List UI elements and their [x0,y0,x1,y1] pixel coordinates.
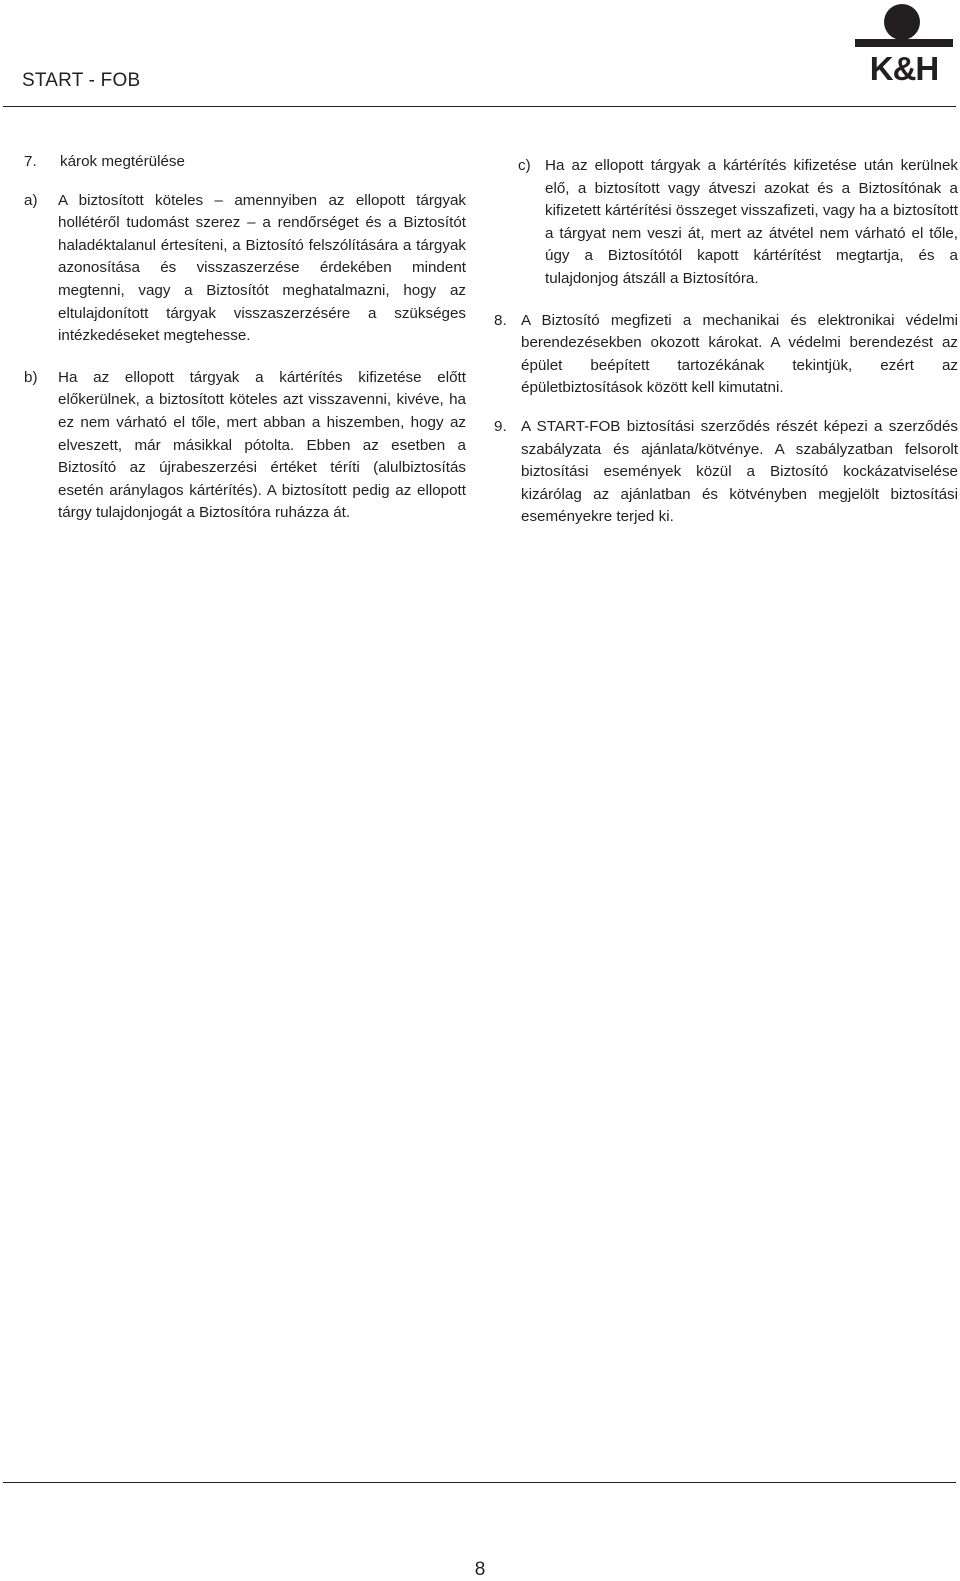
section-9 [494,416,958,529]
section-7c-label: c) [518,157,531,174]
section-7a-text: A biztosított köteles – amennyiben az ellopott tárgyak hollétéről tudomást szerez – a rendőrséget és a Biztosítót haladéktalanul értesíteni, a Biztosító felszólítására a tárgyak azonosítása és visszaszerzése érdekében mindent megtenni, vagy a Biztosítót meghatalmazni, hogy az eltulajdonított tárgyak visszaszerzésére a szükséges intézkedéseket megtehesse. [58,191,466,345]
page-number: 8 [474,1559,486,1580]
section-7b-text: Ha az ellopott tárgyak a kártérítés kifizetése előtt előkerülnek, a biztosított köteles azt visszavenni, kivéve, ha ez nem várható el tőle, mert abban a hiszemben, hogy az elveszett, már másikkal pótolta. Ebben az esetben a Biztosító az újrabeszerzési értéket téríti (alulbiztosítás esetén aránylagos kártérítés). A biztosított pedig az ellopott tárgy tulajdonjogát a Biztosítóra ruházza át. [58,368,466,522]
header-divider [3,106,956,107]
section-8-number: 8. [494,311,507,329]
section-7-number: 7. [24,153,37,170]
section-7c [494,155,958,291]
section-7-heading [24,151,466,174]
section-7a-label: a) [24,191,38,209]
logo-text: K&H [869,50,939,84]
kh-logo-icon [855,2,957,84]
section-7b-label: b) [24,368,38,386]
section-9-text: A START-FOB biztosítási szerződés részét képezi a szerződés szabályzata és ajánlata/kötvénye. A szabályzatban felsorolt biztosítási események közül a Biztosító kockázatviselése kizárólag az ajánlatban és kötvényben megjelölt biztosítási eseményekre terjed ki. [521,417,958,526]
section-8 [494,310,958,400]
document-header-title: START - FOB [22,70,141,91]
section-8-text: A Biztosító megfizeti a mechanikai és elektronikai védelmi berendezésekben okozott károkat. A védelmi berendezést az épület beépített tartozékának tekintjük, ezért az épületbiztosítások között kell kimutatni. [521,311,958,397]
section-7b [24,367,466,525]
footer-divider [3,1482,956,1483]
section-7-title: károk megtérülése [60,153,185,170]
section-7c-text: Ha az ellopott tárgyak a kártérítés kifizetése után kerülnek elő, a biztosított vagy átveszi azokat és a Biztosítónak a kifizetett kártérítési összeget visszafizeti, vagy ha a biztosított a tárgyat nem veszi át, mert az átvétel nem várható el tőle, úgy a Biztosítótól kapott kártérítést megtartja, és a tulajdonjog átszáll a Biztosítóra. [545,157,958,287]
left-column [24,151,466,544]
right-column [494,155,958,545]
section-9-number: 9. [494,417,507,435]
section-7a [24,190,466,348]
